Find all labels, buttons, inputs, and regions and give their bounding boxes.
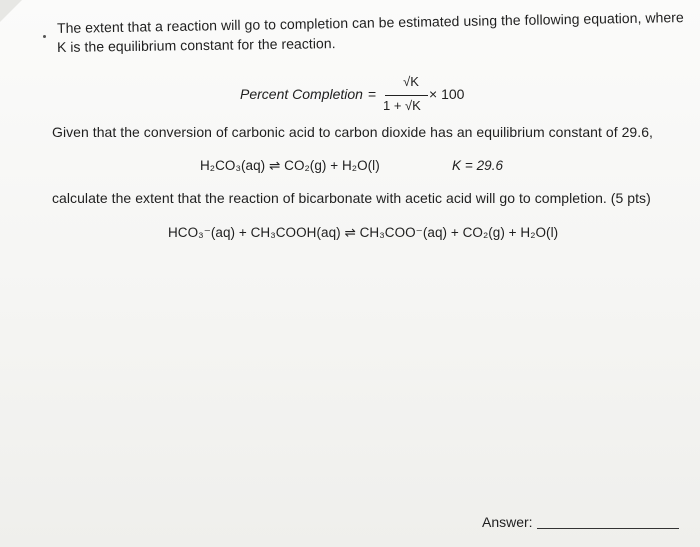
intro-line-1: The extent that a reaction will go to completion can be estimated using the following equation, where [56,9,684,36]
given-statement: Given that the conversion of carbonic acid to carbon dioxide has an equilibrium constant of 29.6, [52,124,653,140]
formula-numerator: √K [403,74,419,89]
carbonic-acid-equation: H₂CO₃(aq) ⇌ CO₂(g) + H₂O(l) [200,158,380,173]
formula-multiplier: × 100 [429,86,465,102]
formula-denominator: 1 + √K [383,98,421,113]
page-corner [0,0,22,22]
formula-equals: = [368,86,377,102]
question-statement: calculate the extent that the reaction of bicarbonate with acetic acid will go to completion. (5 pts) [52,190,651,206]
formula-label: Percent Completion [240,86,363,102]
answer-label: Answer: [482,514,533,530]
answer-field[interactable] [537,528,679,529]
intro-line-2: K is the equilibrium constant for the reaction. [56,35,336,55]
equilibrium-constant: K = 29.6 [452,158,504,173]
bicarbonate-equation: HCO₃⁻(aq) + CH₃COOH(aq) ⇌ CH₃COO⁻(aq) + CO₂(g) + H₂O(l) [168,225,559,240]
fraction-bar [385,95,428,96]
bullet-dot [43,35,46,38]
